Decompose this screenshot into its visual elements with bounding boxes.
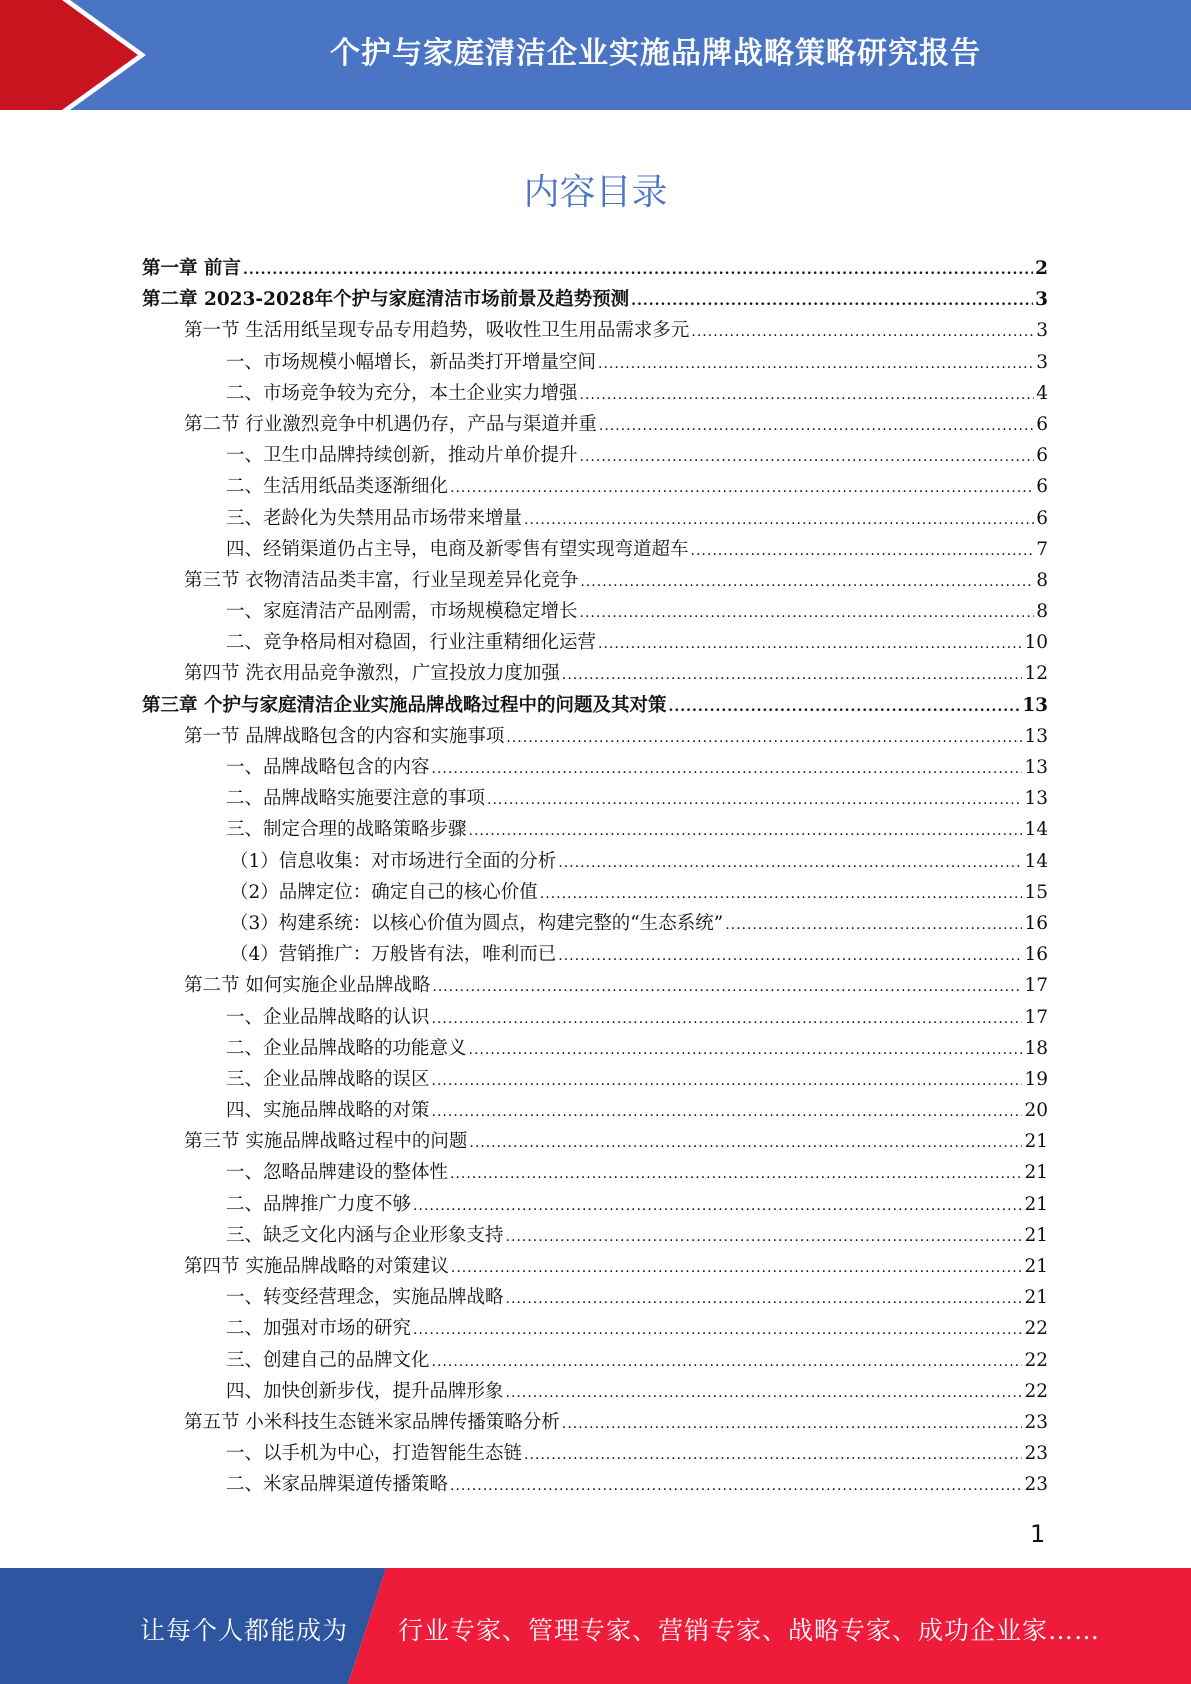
toc-entry-page: 13	[1024, 725, 1048, 747]
toc-entry-page: 6	[1036, 445, 1048, 467]
toc-entry-label: 三、缺乏文化内涵与企业形象支持	[226, 1224, 504, 1246]
toc-entry-page: 6	[1036, 413, 1048, 435]
toc-leader-dots	[432, 1004, 1023, 1035]
toc-leader-dots	[469, 816, 1023, 847]
toc-leader-dots	[524, 1440, 1022, 1471]
toc-entry-page: 3	[1035, 289, 1048, 311]
toc-entry-page: 18	[1024, 1037, 1048, 1059]
toc-entry[interactable]	[142, 1469, 1048, 1500]
toc-entry-label: 第四节 实施品牌战略的对策建议	[184, 1256, 449, 1277]
toc-leader-dots	[487, 785, 1022, 816]
toc-entry-label: 第二章 2023-2028年个护与家庭清洁市场前景及趋势预测	[142, 289, 630, 311]
toc-entry-label: 第二节 如何实施企业品牌战略	[184, 975, 431, 997]
toc-entry-label: 第一节 生活用纸呈现专品专用趋势，吸收性卫生用品需求多元	[184, 320, 690, 342]
toc-leader-dots	[598, 349, 1034, 380]
toc-leader-dots	[691, 317, 1034, 348]
toc-entry-page: 21	[1024, 1256, 1048, 1277]
toc-entry-page: 14	[1024, 850, 1048, 872]
toc-entry-page: 15	[1024, 881, 1048, 903]
toc-entry-label: 第二节 行业激烈竞争中机遇仍存，产品与渠道并重	[184, 413, 597, 435]
toc-entry-label: 二、生活用纸品类逐渐细化	[226, 476, 449, 498]
toc-entry[interactable]	[142, 1002, 1048, 1033]
toc-entry[interactable]	[142, 440, 1048, 471]
toc-leader-dots	[631, 286, 1033, 317]
toc-leader-dots	[413, 1191, 1022, 1222]
toc-leader-dots	[469, 1035, 1023, 1066]
toc-entry[interactable]	[142, 1220, 1048, 1251]
toc-leader-dots	[725, 910, 1022, 941]
toc-entry-label: 二、品牌推广力度不够	[226, 1193, 412, 1215]
toc-leader-dots	[691, 536, 1035, 567]
toc-entry[interactable]	[142, 565, 1048, 596]
toc-leader-dots	[558, 941, 1022, 972]
toc-entry-label: 一、转变经营理念，实施品牌战略	[226, 1287, 504, 1309]
toc-entry-page: 6	[1036, 507, 1048, 529]
toc-entry-label: 一、家庭清洁产品刚需，市场规模稳定增长	[226, 601, 578, 623]
toc-entry-page: 6	[1036, 476, 1048, 498]
toc-entry[interactable]	[142, 752, 1048, 783]
toc-entry-label: 第三节 衣物清洁品类丰富，行业呈现差异化竞争	[184, 569, 579, 591]
toc-entry-page: 7	[1036, 538, 1048, 560]
toc-entry[interactable]	[142, 1376, 1048, 1407]
toc-entry[interactable]	[142, 877, 1048, 908]
toc-entry-page: 21	[1024, 1224, 1048, 1246]
toc-entry-label: 三、创建自己的品牌文化	[226, 1349, 430, 1371]
toc-entry-page: 21	[1024, 1287, 1048, 1309]
footer-slogan-right: 行业专家、管理专家、营销专家、战略专家、成功企业家……	[398, 1616, 1101, 1645]
toc-entry-label: （1）信息收集：对市场进行全面的分析	[230, 850, 557, 872]
toc-leader-dots	[432, 972, 1022, 1003]
toc-entry-label: 一、忽略品牌建设的整体性	[226, 1162, 449, 1184]
toc-entry[interactable]	[142, 409, 1048, 440]
toc-entry[interactable]	[142, 658, 1048, 689]
toc-entry[interactable]	[142, 1345, 1048, 1376]
toc-entry[interactable]	[142, 846, 1048, 877]
toc-entry[interactable]	[142, 1282, 1048, 1313]
toc-entry-page: 22	[1024, 1380, 1048, 1402]
chevron-arrow-icon	[0, 0, 150, 110]
toc-entry[interactable]	[142, 1407, 1048, 1438]
toc-heading: 内容目录	[523, 172, 668, 213]
toc-entry-page: 17	[1024, 1006, 1048, 1028]
toc-entry-page: 23	[1024, 1411, 1048, 1433]
toc-leader-dots	[450, 473, 1034, 504]
toc-entry-page: 20	[1024, 1100, 1048, 1122]
toc-leader-dots	[558, 848, 1022, 879]
toc-entry-label: 二、品牌战略实施要注意的事项	[226, 788, 486, 810]
toc-entry[interactable]	[142, 596, 1048, 627]
toc-entry[interactable]	[142, 690, 1048, 721]
toc-entry-page: 13	[1022, 694, 1048, 716]
toc-leader-dots	[506, 723, 1022, 754]
toc-leader-dots	[432, 1066, 1023, 1097]
toc-entry-label: 四、经销渠道仍占主导，电商及新零售有望实现弯道超车	[226, 538, 689, 560]
toc-entry[interactable]	[142, 284, 1048, 315]
toc-entry-label: 第一章 前言	[142, 258, 241, 279]
toc-leader-dots	[506, 1378, 1023, 1409]
toc-entry[interactable]	[142, 471, 1048, 502]
toc-leader-dots	[469, 1128, 1022, 1159]
toc-entry[interactable]	[142, 347, 1048, 378]
toc-entry-page: 3	[1036, 320, 1048, 342]
toc-entry[interactable]	[142, 908, 1048, 939]
toc-entry-page: 14	[1024, 819, 1048, 841]
toc-entry[interactable]	[142, 378, 1048, 409]
toc-leader-dots	[580, 567, 1034, 598]
toc-entry-label: 一、品牌战略包含的内容	[226, 757, 430, 778]
toc-leader-dots	[413, 1315, 1022, 1346]
toc-entry[interactable]	[142, 1313, 1048, 1344]
toc-entry-page: 23	[1024, 1443, 1048, 1465]
footer-band	[0, 1568, 1191, 1684]
toc-entry[interactable]	[142, 1189, 1048, 1220]
toc-entry-label: 二、企业品牌战略的功能意义	[226, 1037, 467, 1059]
toc-leader-dots	[580, 380, 1035, 411]
toc-leader-dots	[540, 879, 1023, 910]
table-of-contents	[142, 253, 1048, 1501]
toc-leader-dots	[432, 754, 1023, 785]
toc-entry[interactable]	[142, 939, 1048, 970]
toc-entry-label: （4）营销推广：万般皆有法，唯利而已	[230, 944, 557, 966]
toc-entry-label: 三、老龄化为失禁用品市场带来增量	[226, 507, 523, 529]
toc-entry-label: 一、卫生巾品牌持续创新，推动片单价提升	[226, 445, 578, 467]
toc-leader-dots	[562, 1409, 1023, 1440]
toc-entry-label: 一、市场规模小幅增长，新品类打开增量空间	[226, 351, 597, 373]
toc-entry[interactable]	[142, 970, 1048, 1001]
toc-entry-label: （2）品牌定位：确定自己的核心价值	[230, 881, 538, 903]
toc-entry-page: 19	[1024, 1068, 1048, 1090]
toc-entry-page: 23	[1024, 1474, 1048, 1496]
toc-leader-dots	[451, 1253, 1023, 1284]
toc-entry-label: 四、实施品牌战略的对策	[226, 1100, 430, 1122]
toc-entry-label: 三、制定合理的战略策略步骤	[226, 819, 467, 841]
toc-leader-dots	[506, 1284, 1023, 1315]
toc-leader-dots	[450, 1159, 1022, 1190]
toc-leader-dots	[506, 1222, 1023, 1253]
toc-entry-page: 13	[1024, 788, 1048, 810]
toc-entry-page: 22	[1024, 1318, 1048, 1340]
toc-leader-dots	[580, 442, 1035, 473]
toc-entry-page: 3	[1036, 351, 1048, 373]
toc-leader-dots	[668, 692, 1020, 723]
toc-leader-dots	[598, 629, 1022, 660]
toc-entry-page: 4	[1036, 382, 1048, 404]
toc-entry-page: 8	[1036, 601, 1048, 623]
toc-entry[interactable]	[142, 1095, 1048, 1126]
toc-entry-page: 10	[1024, 632, 1048, 654]
toc-entry[interactable]	[142, 534, 1048, 565]
toc-entry-label: 一、以手机为中心，打造智能生态链	[226, 1443, 523, 1465]
toc-entry[interactable]	[142, 1157, 1048, 1188]
toc-entry-label: 第三节 实施品牌战略过程中的问题	[184, 1131, 468, 1153]
toc-entry-page: 16	[1024, 944, 1048, 966]
toc-entry[interactable]	[142, 627, 1048, 658]
toc-entry[interactable]	[142, 1064, 1048, 1095]
toc-entry[interactable]	[142, 721, 1048, 752]
toc-entry-label: 四、加快创新步伐，提升品牌形象	[226, 1380, 504, 1402]
toc-entry[interactable]	[142, 1126, 1048, 1157]
toc-entry-page: 13	[1024, 757, 1048, 778]
toc-entry-label: 二、米家品牌渠道传播策略	[226, 1474, 449, 1496]
toc-leader-dots	[450, 1471, 1022, 1502]
toc-entry-label: （3）构建系统：以核心价值为圆点，构建完整的“生态系统”	[230, 912, 724, 934]
toc-entry-page: 16	[1024, 912, 1048, 934]
toc-leader-dots	[432, 1097, 1023, 1128]
toc-entry[interactable]	[142, 503, 1048, 534]
toc-entry[interactable]	[142, 1251, 1048, 1282]
toc-entry-label: 第一节 品牌战略包含的内容和实施事项	[184, 725, 505, 747]
toc-entry-label: 二、加强对市场的研究	[226, 1318, 412, 1340]
toc-entry-label: 三、企业品牌战略的误区	[226, 1068, 430, 1090]
report-title: 个护与家庭清洁企业实施品牌战略策略研究报告	[330, 36, 981, 71]
toc-leader-dots	[432, 1347, 1023, 1378]
toc-leader-dots	[562, 660, 1023, 691]
toc-entry-page: 21	[1024, 1131, 1048, 1153]
toc-entry[interactable]	[142, 783, 1048, 814]
toc-entry[interactable]	[142, 1438, 1048, 1469]
header-band	[0, 0, 1191, 110]
toc-leader-dots	[243, 255, 1033, 286]
toc-entry[interactable]	[142, 814, 1048, 845]
toc-entry-page: 8	[1036, 569, 1048, 591]
toc-entry-label: 二、竞争格局相对稳固，行业注重精细化运营	[226, 632, 597, 654]
toc-entry-page: 2	[1035, 258, 1048, 279]
toc-entry-page: 17	[1024, 975, 1048, 997]
toc-entry-page: 22	[1024, 1349, 1048, 1371]
toc-leader-dots	[524, 505, 1034, 536]
page-number: 1	[1030, 1520, 1046, 1548]
toc-entry-page: 21	[1024, 1162, 1048, 1184]
toc-entry-label: 第三章 个护与家庭清洁企业实施品牌战略过程中的问题及其对策	[142, 694, 667, 716]
toc-entry-label: 第五节 小米科技生态链米家品牌传播策略分析	[184, 1411, 560, 1433]
toc-entry-page: 21	[1024, 1193, 1048, 1215]
toc-entry-page: 12	[1024, 663, 1048, 685]
toc-entry-label: 一、企业品牌战略的认识	[226, 1006, 430, 1028]
toc-entry[interactable]	[142, 1033, 1048, 1064]
toc-entry[interactable]	[142, 315, 1048, 346]
toc-entry-label: 第四节 洗衣用品竞争激烈，广宣投放力度加强	[184, 663, 560, 685]
toc-leader-dots	[580, 598, 1035, 629]
footer-slogan-left: 让每个人都能成为	[140, 1616, 349, 1645]
toc-entry-label: 二、市场竞争较为充分，本土企业实力增强	[226, 382, 578, 404]
toc-entry[interactable]	[142, 253, 1048, 284]
toc-leader-dots	[599, 411, 1034, 442]
